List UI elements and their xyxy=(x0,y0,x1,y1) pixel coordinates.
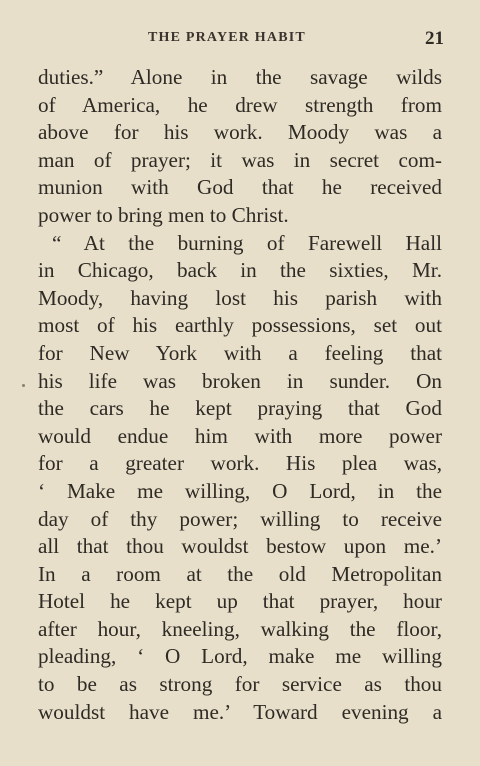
text-line: duties.” Alone in the savage wilds xyxy=(38,65,442,89)
page-number: 21 xyxy=(425,28,444,49)
text-line: In a room at the old Metropolitan xyxy=(38,561,442,586)
text-line: to be as strong for service as thou xyxy=(38,672,442,697)
text-line: all that thou wouldst bestow upon me.’ xyxy=(38,534,442,559)
text-line: his life was broken in sunder. On xyxy=(38,368,442,393)
text-line: above for his work. Moody was a xyxy=(38,120,442,145)
text-line: for a greater work. His plea was, xyxy=(38,451,442,476)
text-line: Moody, having lost his parish with xyxy=(38,285,442,310)
text-line: Hotel he kept up that prayer, hour xyxy=(38,589,442,614)
text-line: ‘ Make me willing, O Lord, in the xyxy=(38,478,442,503)
text-line: in Chicago, back in the sixties, Mr. xyxy=(38,258,442,283)
page-header xyxy=(38,28,444,56)
text-line: most of his earthly possessions, set out xyxy=(38,313,442,338)
text-line: pleading, ‘ O Lord, make me willing xyxy=(38,644,442,669)
text-line: the cars he kept praying that God xyxy=(38,396,442,421)
text-line: would endue him with more power xyxy=(38,423,442,448)
body-text xyxy=(38,64,442,726)
text-line: wouldst have me.’ Toward evening a xyxy=(38,699,442,724)
running-title: THE PRAYER HABIT xyxy=(148,30,306,45)
text-line: after hour, kneeling, walking the floor, xyxy=(38,616,442,641)
text-line: “ At the burning of Farewell Hall xyxy=(52,230,442,255)
text-line: power to bring men to Christ. xyxy=(38,202,289,227)
text-line: for New York with a feeling that xyxy=(38,340,442,365)
text-line: of America, he drew strength from xyxy=(38,92,442,117)
text-line: day of thy power; willing to receive xyxy=(38,506,442,531)
text-line: man of prayer; it was in secret com- xyxy=(38,147,442,172)
paper-speck xyxy=(22,384,25,387)
text-line: munion with God that he received xyxy=(38,175,442,200)
